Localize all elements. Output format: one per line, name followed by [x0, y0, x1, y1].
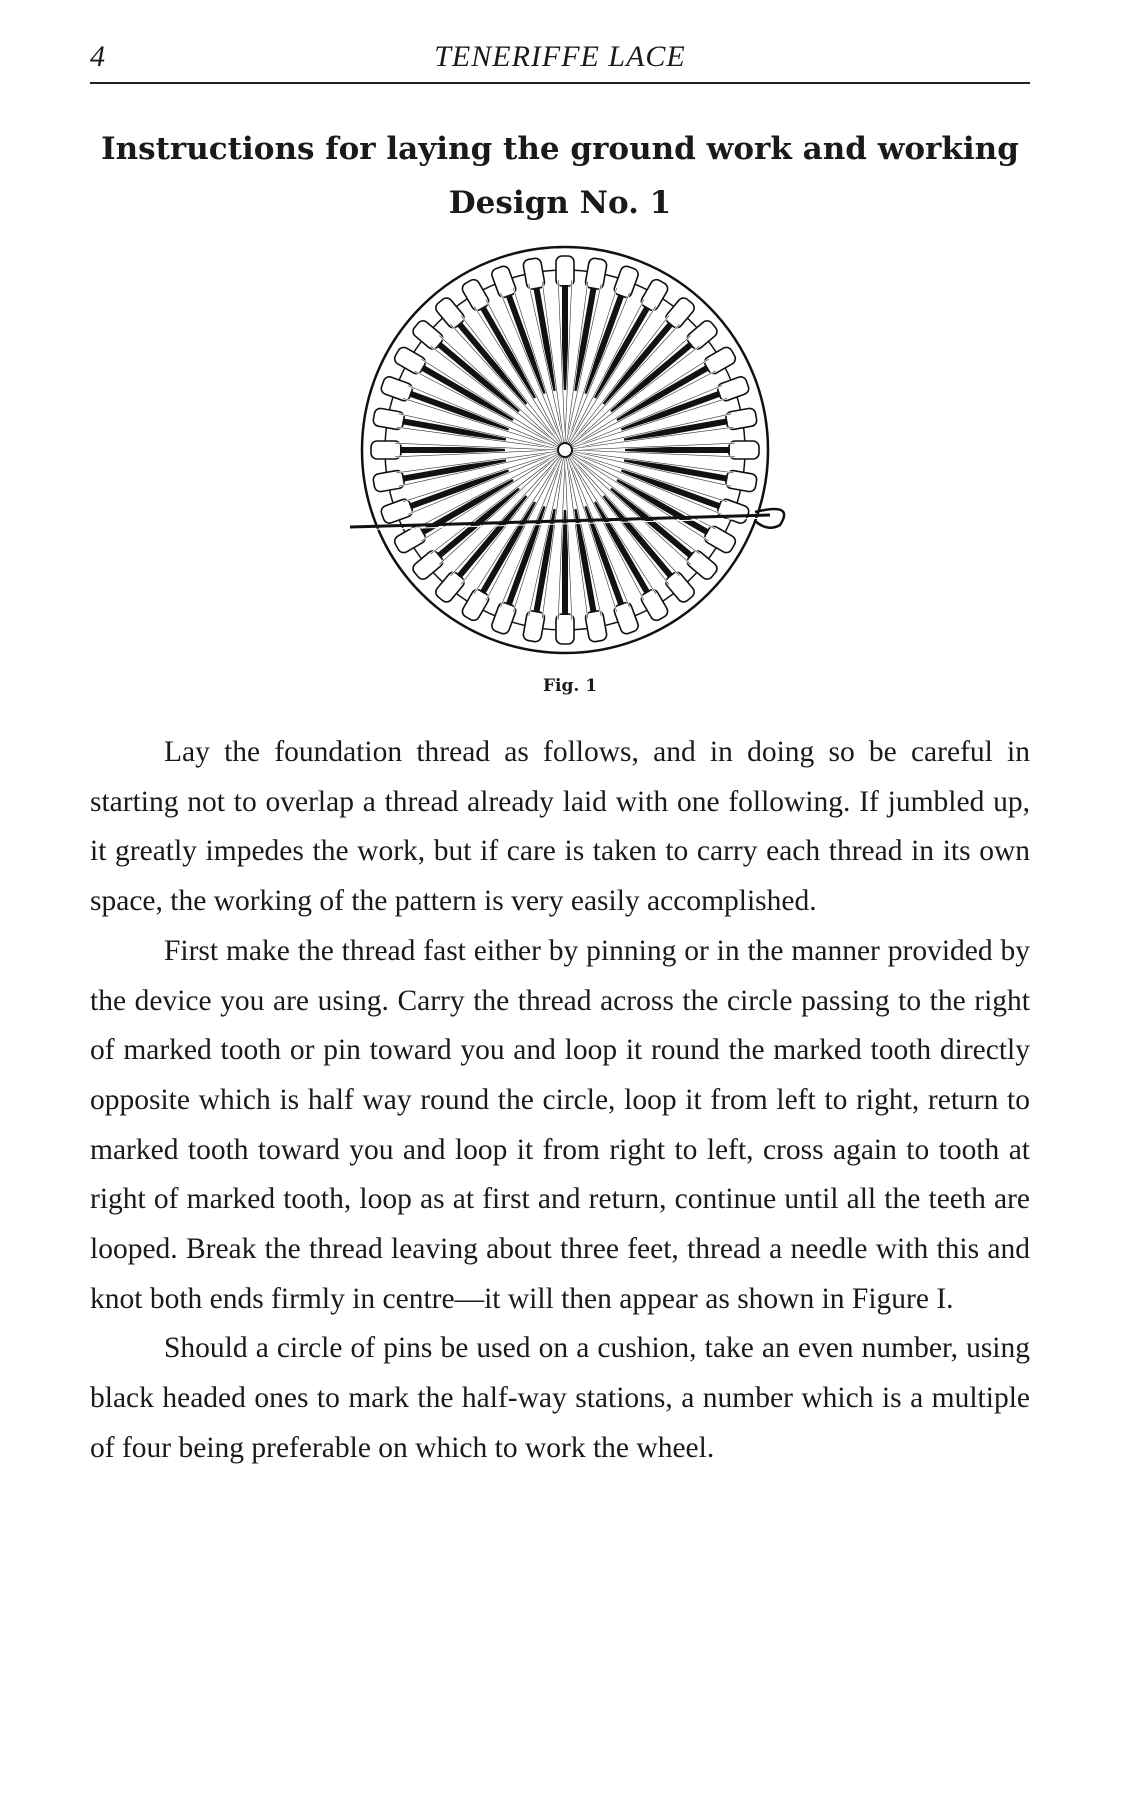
heading-line-1: Instructions for laying the ground work and working [101, 131, 1019, 167]
running-head [90, 40, 1030, 80]
paragraph: First make the thread fast either by pinning or in the manner provided by the device you are using. Carry the thread across the circle passing to the right of marked tooth or pin toward you and loop it round the marked tooth directly opposite which is half way round the circle, loop it from left to right, return to marked tooth toward you and loop it from right to left, cross again to tooth at right of marked tooth, loop as at first and return, continue until all the teeth are looped. Break the thread leaving about three feet, thread a needle with this and knot both ends firmly in centre—it will then appear as shown in Figure I. [90, 934, 1030, 1315]
section-heading [90, 122, 1030, 230]
heading-line-2: Design No. 1 [448, 185, 672, 221]
figure-caption: Fig. 1 [542, 676, 598, 696]
running-title: TENERIFFE LACE [434, 40, 686, 73]
paragraph: Lay the foundation thread as follows, and in doing so be careful in starting not to overlap a thread already laid with one following. If jumbled up, it greatly impedes the work, but if care is taken to carry each thread in its own space, the working of the pattern is very easily accomplished. [90, 736, 1030, 918]
wheel-centre-knot [558, 443, 572, 457]
page-number: 4 [90, 40, 106, 73]
lace-wheel-illustration [350, 240, 790, 670]
body-text [90, 728, 1030, 1474]
paragraph: Should a circle of pins be used on a cushion, take an even number, using black headed ones to mark the half-way stations, a number which is a multiple of four being preferable on which to work the wheel. [90, 1332, 1030, 1464]
header-rule [90, 82, 1030, 84]
